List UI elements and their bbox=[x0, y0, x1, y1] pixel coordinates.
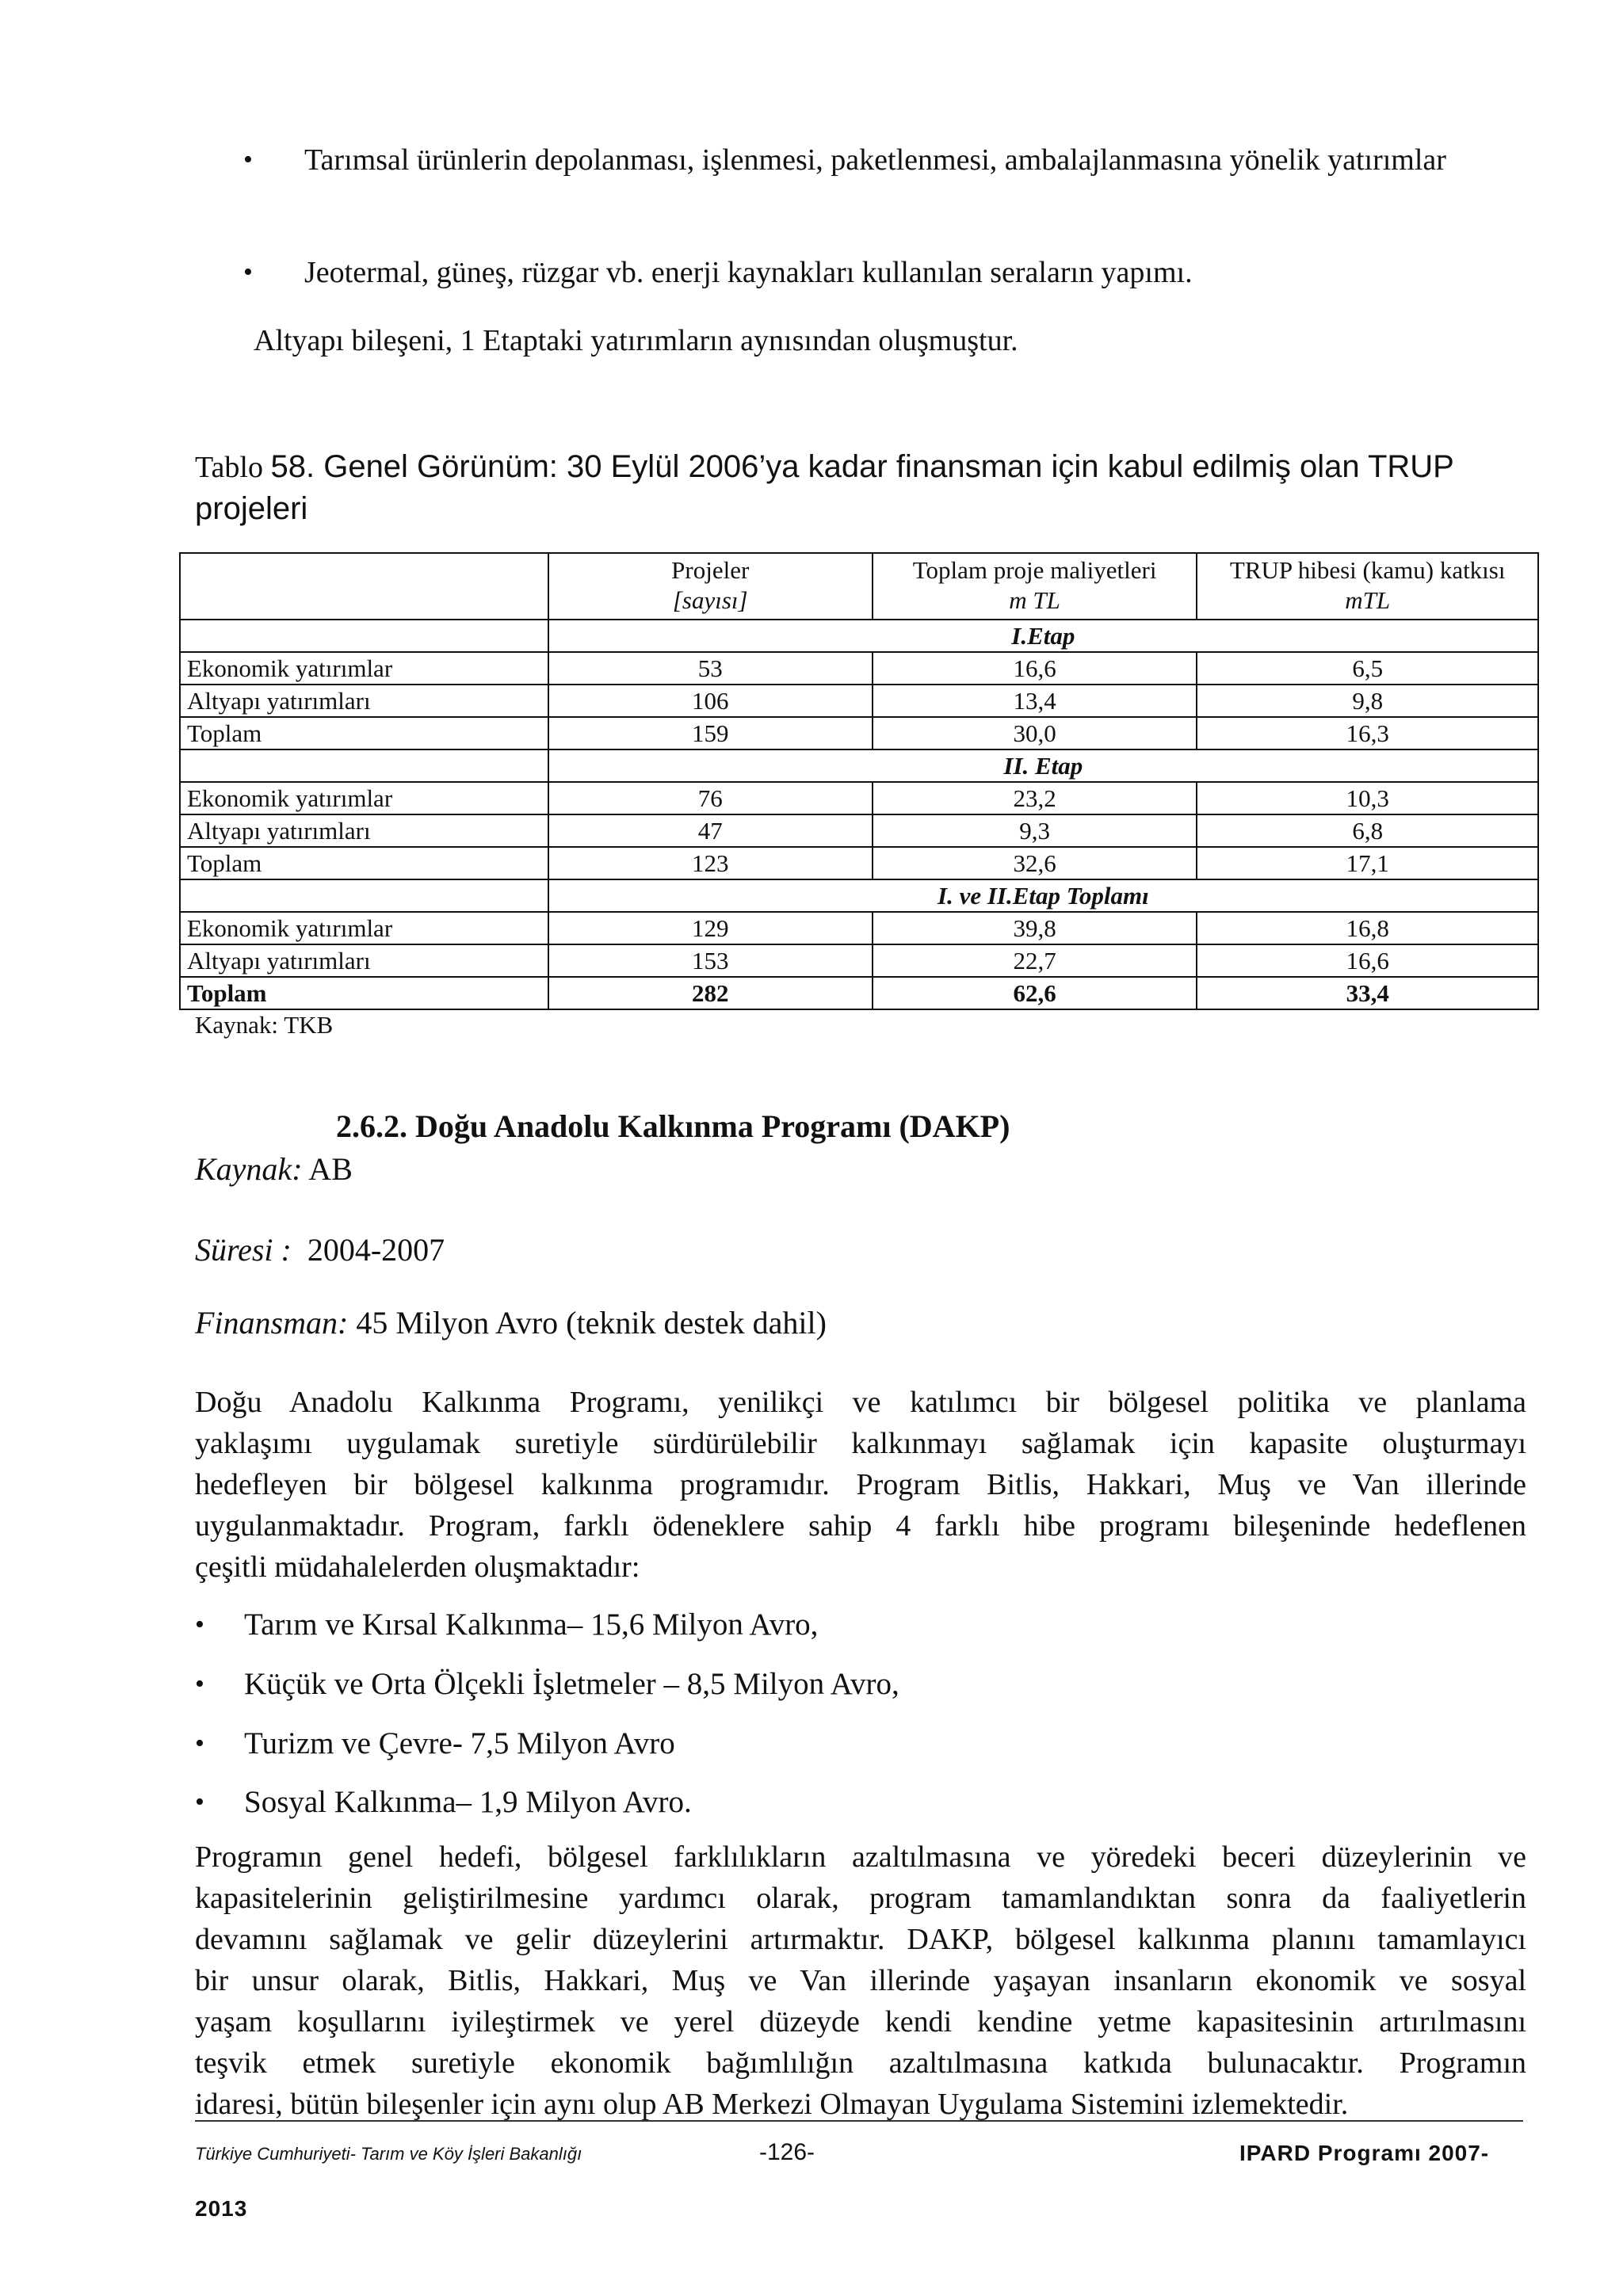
section-empty-cell bbox=[180, 879, 548, 912]
row-cost: 30,0 bbox=[873, 717, 1197, 749]
paragraph-line: devamını sağlamak ve gelir düzeylerini artırmaktır. DAKP, bölgesel kalkınma planını tamamlayıcı bbox=[195, 1923, 1526, 1956]
paragraph-line: çeşitli müdahalelerden oluşmaktadır: bbox=[195, 1550, 640, 1584]
row-projects: 53 bbox=[548, 652, 873, 685]
row-cost: 9,3 bbox=[873, 814, 1197, 847]
row-label: Ekonomik yatırımlar bbox=[180, 782, 548, 814]
row-label: Toplam bbox=[180, 717, 548, 749]
table-header-grant bbox=[1197, 553, 1538, 620]
table-caption-label: Tablo bbox=[195, 451, 271, 484]
meta-financing-value: 45 Milyon Avro (teknik destek dahil) bbox=[348, 1305, 827, 1341]
bullet-item bbox=[243, 141, 1520, 179]
trup-projects-table bbox=[179, 552, 1539, 1010]
row-projects: 123 bbox=[548, 847, 873, 879]
row-cost: 22,7 bbox=[873, 944, 1197, 977]
bullet-dot: • bbox=[243, 145, 253, 174]
bullet-text: Tarımsal ürünlerin depolanması, işlenmesi, paketlenmesi, ambalajlanmasına yönelik yatırımlar bbox=[304, 143, 1446, 177]
row-label: Altyapı yatırımları bbox=[180, 685, 548, 717]
bullet-text: Küçük ve Orta Ölçekli İşletmeler – 8,5 Milyon Avro, bbox=[244, 1667, 899, 1701]
section-empty-cell bbox=[180, 620, 548, 652]
row-projects: 129 bbox=[548, 912, 873, 944]
program-bullet bbox=[195, 1605, 1526, 1645]
paragraph-line: Doğu Anadolu Kalkınma Programı, yenilikçi ve katılımcı bir bölgesel politika ve planlama bbox=[195, 1386, 1526, 1419]
row-grant: 10,3 bbox=[1197, 782, 1538, 814]
paragraph-line: bir unsur olarak, Bitlis, Hakkari, Muş ve Van illerinde yaşayan insanların ekonomik ve sosyal bbox=[195, 1964, 1526, 1997]
section-empty-cell bbox=[180, 749, 548, 782]
row-grant: 17,1 bbox=[1197, 847, 1538, 879]
row-grant: 16,6 bbox=[1197, 944, 1538, 977]
footer-program: IPARD Programı 2007- bbox=[1239, 2141, 1490, 2165]
paragraph-2 bbox=[195, 1836, 1526, 2125]
infrastructure-note: Altyapı bileşeni, 1 Etaptaki yatırımların aynısından oluşmuştur. bbox=[254, 324, 1018, 357]
bullet-text: Turizm ve Çevre- 7,5 Milyon Avro bbox=[244, 1726, 675, 1760]
meta-financing bbox=[195, 1304, 827, 1341]
meta-duration-value: 2004-2007 bbox=[291, 1232, 445, 1268]
program-bullet bbox=[195, 1665, 1526, 1704]
table-source: Kaynak: TKB bbox=[195, 1011, 334, 1039]
table-section-row bbox=[180, 620, 1538, 652]
row-label: Ekonomik yatırımlar bbox=[180, 912, 548, 944]
table-row bbox=[180, 944, 1538, 977]
paragraph-line: Programın genel hedefi, bölgesel farklılıkların azaltılmasına ve yöredeki beceri düzeylerinin ve bbox=[195, 1840, 1526, 1874]
row-projects: 153 bbox=[548, 944, 873, 977]
table-row bbox=[180, 847, 1538, 879]
bullet-dot: • bbox=[243, 257, 253, 287]
row-projects: 106 bbox=[548, 685, 873, 717]
row-grant: 6,8 bbox=[1197, 814, 1538, 847]
row-projects: 282 bbox=[548, 977, 873, 1009]
table-section-row bbox=[180, 879, 1538, 912]
bullet-item bbox=[243, 254, 1520, 292]
row-label: Toplam bbox=[180, 977, 548, 1009]
row-cost: 23,2 bbox=[873, 782, 1197, 814]
header-cost-unit: m TL bbox=[1009, 586, 1060, 614]
row-label: Ekonomik yatırımlar bbox=[180, 652, 548, 685]
header-cost-title: Toplam proje maliyetleri bbox=[912, 556, 1157, 584]
row-cost: 13,4 bbox=[873, 685, 1197, 717]
header-projects-title: Projeler bbox=[671, 556, 750, 584]
row-grant: 9,8 bbox=[1197, 685, 1538, 717]
table-row bbox=[180, 814, 1538, 847]
row-grant: 6,5 bbox=[1197, 652, 1538, 685]
paragraph-line: uygulanmaktadır. Program, farklı ödeneklere sahip 4 farklı hibe programı bileşeninde hedeflenen bbox=[195, 1509, 1526, 1543]
meta-source-label: Kaynak: bbox=[195, 1151, 303, 1187]
header-grant-title: TRUP hibesi (kamu) katkısı bbox=[1229, 556, 1506, 584]
table-header-cost bbox=[873, 553, 1197, 620]
footer-page-number: -126- bbox=[759, 2139, 815, 2165]
table-header-projects bbox=[548, 553, 873, 620]
row-projects: 76 bbox=[548, 782, 873, 814]
row-grant: 33,4 bbox=[1197, 977, 1538, 1009]
footer-divider bbox=[195, 2120, 1523, 2122]
bullet-text: Tarım ve Kırsal Kalkınma– 15,6 Milyon Avro, bbox=[244, 1608, 819, 1642]
paragraph-line: yaklaşımı uygulamak suretiyle sürdürülebilir kalkınmayı sağlamak için kapasite oluşturmayı bbox=[195, 1427, 1526, 1460]
bullet-text: Sosyal Kalkınma– 1,9 Milyon Avro. bbox=[244, 1785, 692, 1819]
table-section-row bbox=[180, 749, 1538, 782]
meta-source-value: AB bbox=[302, 1151, 353, 1187]
table-total-row bbox=[180, 977, 1538, 1009]
row-label: Altyapı yatırımları bbox=[180, 814, 548, 847]
row-cost: 32,6 bbox=[873, 847, 1197, 879]
row-label: Toplam bbox=[180, 847, 548, 879]
section-title: I.Etap bbox=[548, 620, 1538, 652]
row-cost: 16,6 bbox=[873, 652, 1197, 685]
paragraph-line: kapasitelerinin geliştirilmesine yardımcı olarak, program tamamlandıktan sonra da faaliyetlerin bbox=[195, 1882, 1526, 1915]
table-header-empty bbox=[180, 553, 548, 620]
row-grant: 16,3 bbox=[1197, 717, 1538, 749]
row-projects: 47 bbox=[548, 814, 873, 847]
bullet-text: Jeotermal, güneş, rüzgar vb. enerji kaynakları kullanılan seraların yapımı. bbox=[304, 256, 1193, 289]
header-grant-unit: mTL bbox=[1345, 586, 1391, 614]
section-title: I. ve II.Etap Toplamı bbox=[548, 879, 1538, 912]
table-row bbox=[180, 652, 1538, 685]
header-projects-unit: [sayısı] bbox=[672, 586, 748, 614]
row-cost: 62,6 bbox=[873, 977, 1197, 1009]
bullet-dot: • bbox=[195, 1787, 204, 1817]
row-grant: 16,8 bbox=[1197, 912, 1538, 944]
table-row bbox=[180, 717, 1538, 749]
row-label: Altyapı yatırımları bbox=[180, 944, 548, 977]
program-bullet bbox=[195, 1724, 1526, 1764]
paragraph-1 bbox=[195, 1382, 1526, 1588]
paragraph-line: yaşam koşullarını iyileştirmek ve yerel düzeyde kendi kendine yetme kapasitesinin artırılmasını bbox=[195, 2005, 1526, 2039]
table-row bbox=[180, 685, 1538, 717]
bullet-dot: • bbox=[195, 1669, 204, 1699]
footer-ministry: Türkiye Cumhuriyeti- Tarım ve Köy İşleri Bakanlığı bbox=[195, 2144, 582, 2164]
paragraph-line: idaresi, bütün bileşenler için aynı olup AB Merkezi Olmayan Uygulama Sistemini izlemektedir. bbox=[195, 2088, 1349, 2121]
bullet-dot: • bbox=[195, 1610, 204, 1639]
meta-source bbox=[195, 1150, 353, 1188]
table-header-row bbox=[180, 553, 1538, 620]
meta-duration bbox=[195, 1231, 445, 1268]
paragraph-line: teşvik etmek suretiyle ekonomik bağımlılığın azaltılmasına katkıda bulunacaktır. Programın bbox=[195, 2046, 1526, 2080]
section-title: II. Etap bbox=[548, 749, 1538, 782]
section-heading: 2.6.2. Doğu Anadolu Kalkınma Programı (DAKP) bbox=[336, 1108, 1010, 1144]
meta-financing-label: Finansman: bbox=[195, 1305, 349, 1341]
table-caption bbox=[195, 446, 1526, 529]
table-caption-text: 58. Genel Görünüm: 30 Eylül 2006’ya kadar finansman için kabul edilmiş olan TRUP projeleri bbox=[195, 449, 1454, 526]
footer-year: 2013 bbox=[195, 2196, 248, 2221]
meta-duration-label: Süresi : bbox=[195, 1232, 292, 1268]
program-bullet bbox=[195, 1783, 1526, 1822]
paragraph-line: hedefleyen bir bölgesel kalkınma programıdır. Program Bitlis, Hakkari, Muş ve Van illerinde bbox=[195, 1468, 1526, 1501]
row-projects: 159 bbox=[548, 717, 873, 749]
table-row bbox=[180, 782, 1538, 814]
row-cost: 39,8 bbox=[873, 912, 1197, 944]
table-row bbox=[180, 912, 1538, 944]
bullet-dot: • bbox=[195, 1729, 204, 1758]
